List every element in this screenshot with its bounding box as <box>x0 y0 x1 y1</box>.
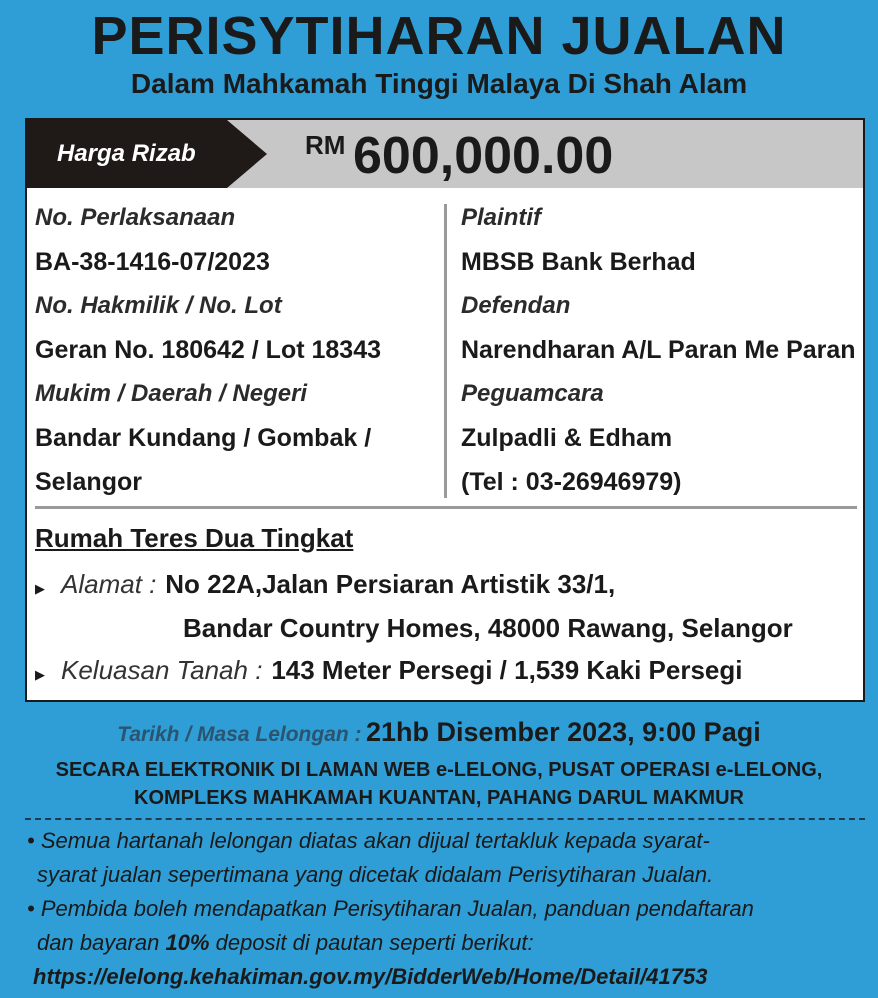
auction-date-value: 21hb Disember 2023, 9:00 Pagi <box>366 717 761 747</box>
price-bar <box>27 120 863 188</box>
title-lot-label: No. Hakmilik / No. Lot <box>35 292 282 319</box>
location-value: Bandar Kundang / Gombak / <box>35 424 372 452</box>
notes <box>25 824 865 994</box>
auction-venue <box>0 756 878 812</box>
note-line-4-c: deposit di pautan seperti berikut: <box>209 930 534 955</box>
lawyer-label: Peguamcara <box>461 380 604 407</box>
address-row <box>35 564 615 609</box>
page-subtitle: Dalam Mahkamah Tinggi Malaya Di Shah Alam <box>130 68 748 99</box>
area-label: Keluasan Tanah : <box>61 655 263 685</box>
defendant-value: Narendharan A/L Paran Me Paran <box>461 336 856 364</box>
location-label: Mukim / Daerah / Negeri <box>35 380 308 407</box>
defendant-label: Defendan <box>461 292 571 319</box>
address-row-2 <box>183 608 793 653</box>
area-row <box>35 650 743 695</box>
price-label: Harga Rizab <box>57 140 196 167</box>
note-line-4-a: dan bayaran <box>37 930 166 955</box>
details-right <box>461 196 861 504</box>
triangle-bullet-icon: ▶ <box>35 580 45 596</box>
property-title: Rumah Teres Dua Tingkat <box>35 523 354 553</box>
lawyer-phone: (Tel : 03-26946979) <box>461 468 682 496</box>
price-amount: 600,000.00 <box>353 127 614 185</box>
plaintiff-value: MBSB Bank Berhad <box>461 248 696 276</box>
note-line-3: • Pembida boleh mendapatkan Perisytiharan Jualan, panduan pendaftaran <box>27 896 754 921</box>
address-label: Alamat : <box>61 569 157 599</box>
note-line-4 <box>25 926 865 960</box>
title-lot-value: Geran No. 180642 / Lot 18343 <box>35 336 382 364</box>
note-line-1: • Semua hartanah lelongan diatas akan dijual tertakluk kepada syarat- <box>27 828 710 853</box>
notice-card <box>25 118 865 702</box>
plaintiff-label: Plaintif <box>461 204 542 231</box>
triangle-bullet-icon: ▶ <box>35 666 45 682</box>
location-value-2: Selangor <box>35 468 142 496</box>
execution-no-value: BA-38-1416-07/2023 <box>35 248 270 276</box>
note-line-2: syarat jualan sepertimana yang dicetak didalam Perisytiharan Jualan. <box>37 862 714 887</box>
area-value: 143 Meter Persegi / 1,539 Kaki Persegi <box>271 655 743 685</box>
column-divider <box>444 204 447 498</box>
auction-date-label: Tarikh / Masa Lelongan : <box>117 723 362 746</box>
auction-date <box>0 712 878 757</box>
address-line-1: No 22A,Jalan Persiaran Artistik 33/1, <box>165 569 616 599</box>
venue-line-1: SECARA ELEKTRONIK DI LAMAN WEB e-LELONG, PUSAT OPERASI e-LELONG, <box>55 759 823 781</box>
price-currency: RM <box>305 130 346 160</box>
lawyer-value: Zulpadli & Edham <box>461 424 673 452</box>
bidder-url-link[interactable]: https://elelong.kehakiman.gov.my/BidderWeb/Home/Detail/41753 <box>33 964 708 989</box>
page-title: PERISYTIHARAN JUALAN <box>91 6 787 66</box>
details-left <box>35 196 435 504</box>
section-divider <box>35 506 857 509</box>
execution-no-label: No. Perlaksanaan <box>35 204 236 231</box>
deposit-percent: 10% <box>165 930 210 955</box>
dashed-divider <box>25 818 865 820</box>
address-line-2: Bandar Country Homes, 48000 Rawang, Selangor <box>183 613 793 643</box>
venue-line-2: KOMPLEKS MAHKAMAH KUANTAN, PAHANG DARUL MAKMUR <box>134 787 744 809</box>
